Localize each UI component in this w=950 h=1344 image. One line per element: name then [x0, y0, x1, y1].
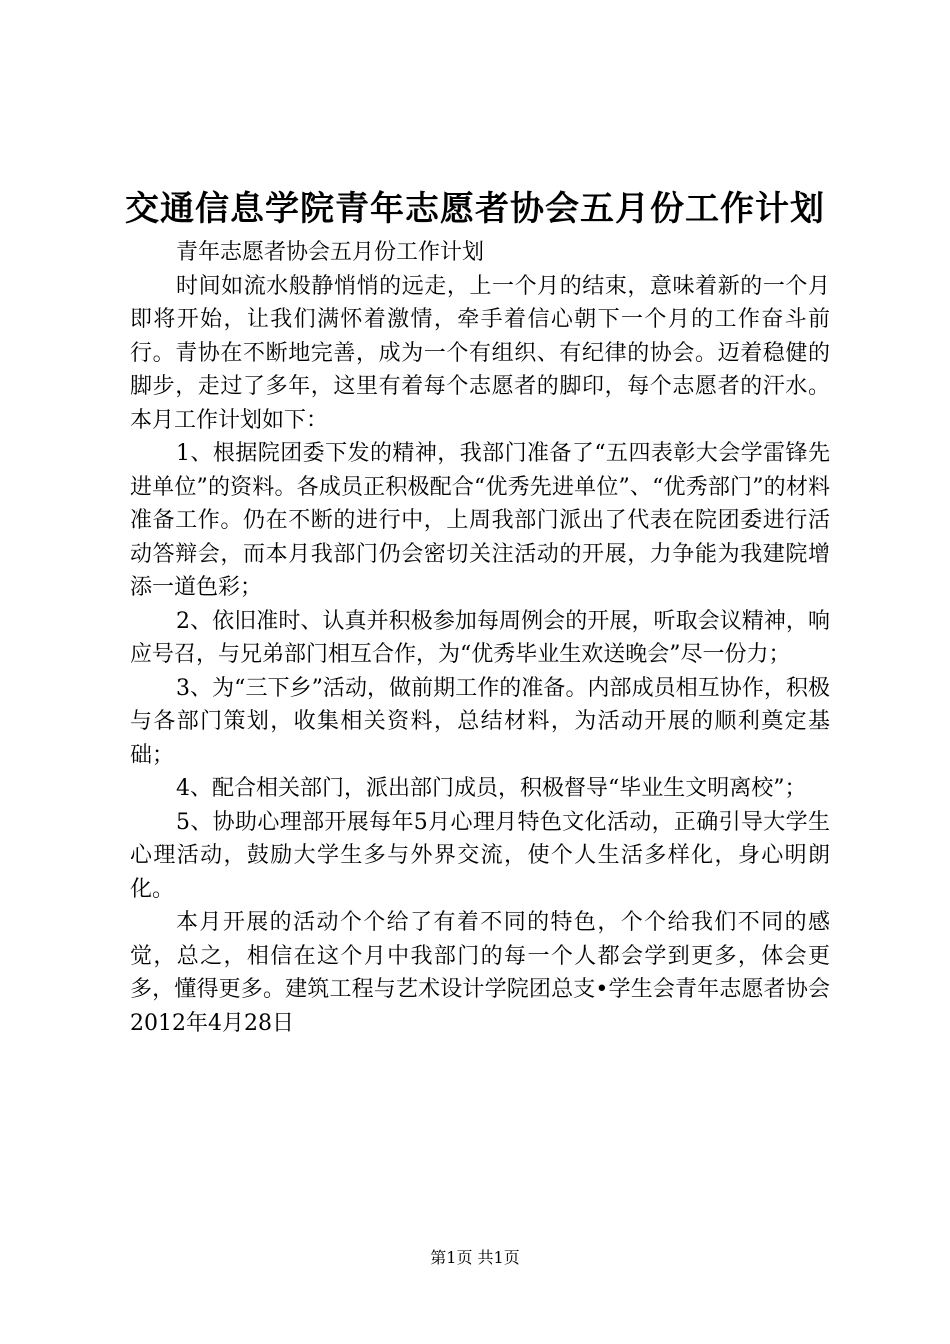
paragraph-closing: 本月开展的活动个个给了有着不同的特色，个个给我们不同的感觉，总之，相信在这个月中我部门的每一个人都会学到更多，体会更多，懂得更多。建筑工程与艺术设计学院团总支•学生会青年志愿者协会2012年4月28日	[130, 910, 830, 1036]
paragraph-subtitle: 青年志愿者协会五月份工作计划	[176, 240, 485, 265]
paragraph-item-4: 4、配合相关部门，派出部门成员，积极督导“毕业生文明离校”；	[176, 776, 807, 801]
document-body	[130, 236, 830, 1040]
document-title: 交通信息学院青年志愿者协会五月份工作计划	[125, 189, 825, 229]
paragraph-item-2: 2、依旧准时、认真并积极参加每周例会的开展，听取会议精神，响应号召，与兄弟部门相互合作，为“优秀毕业生欢送晚会”尽一份力；	[130, 608, 830, 667]
paragraph-item-1: 1、根据院团委下发的精神，我部门准备了“五四表彰大会学雷锋先进单位”的资料。各成员正积极配合“优秀先进单位”、“优秀部门”的材料准备工作。仍在不断的进行中，上周我部门派出了代表在院团委进行活动答辩会，而本月我部门仍会密切关注活动的开展，力争能为我建院增添一道色彩；	[130, 441, 830, 600]
page-number-footer: 第1页 共1页	[430, 1248, 520, 1267]
paragraph-intro: 时间如流水般静悄悄的远走，上一个月的结束，意味着新的一个月即将开始，让我们满怀着激情，牵手着信心朝下一个月的工作奋斗前行。青协在不断地完善，成为一个有组织、有纪律的协会。迈着稳健的脚步，走过了多年，这里有着每个志愿者的脚印，每个志愿者的汗水。本月工作计划如下：	[130, 273, 830, 433]
paragraph-item-3: 3、为“三下乡”活动，做前期工作的准备。内部成员相互协作，积极与各部门策划，收集相关资料，总结材料，为活动开展的顺利奠定基础；	[130, 675, 830, 768]
paragraph-item-5: 5、协助心理部开展每年5月心理月特色文化活动，正确引导大学生心理活动，鼓励大学生多与外界交流，使个人生活多样化，身心明朗化。	[130, 809, 830, 902]
